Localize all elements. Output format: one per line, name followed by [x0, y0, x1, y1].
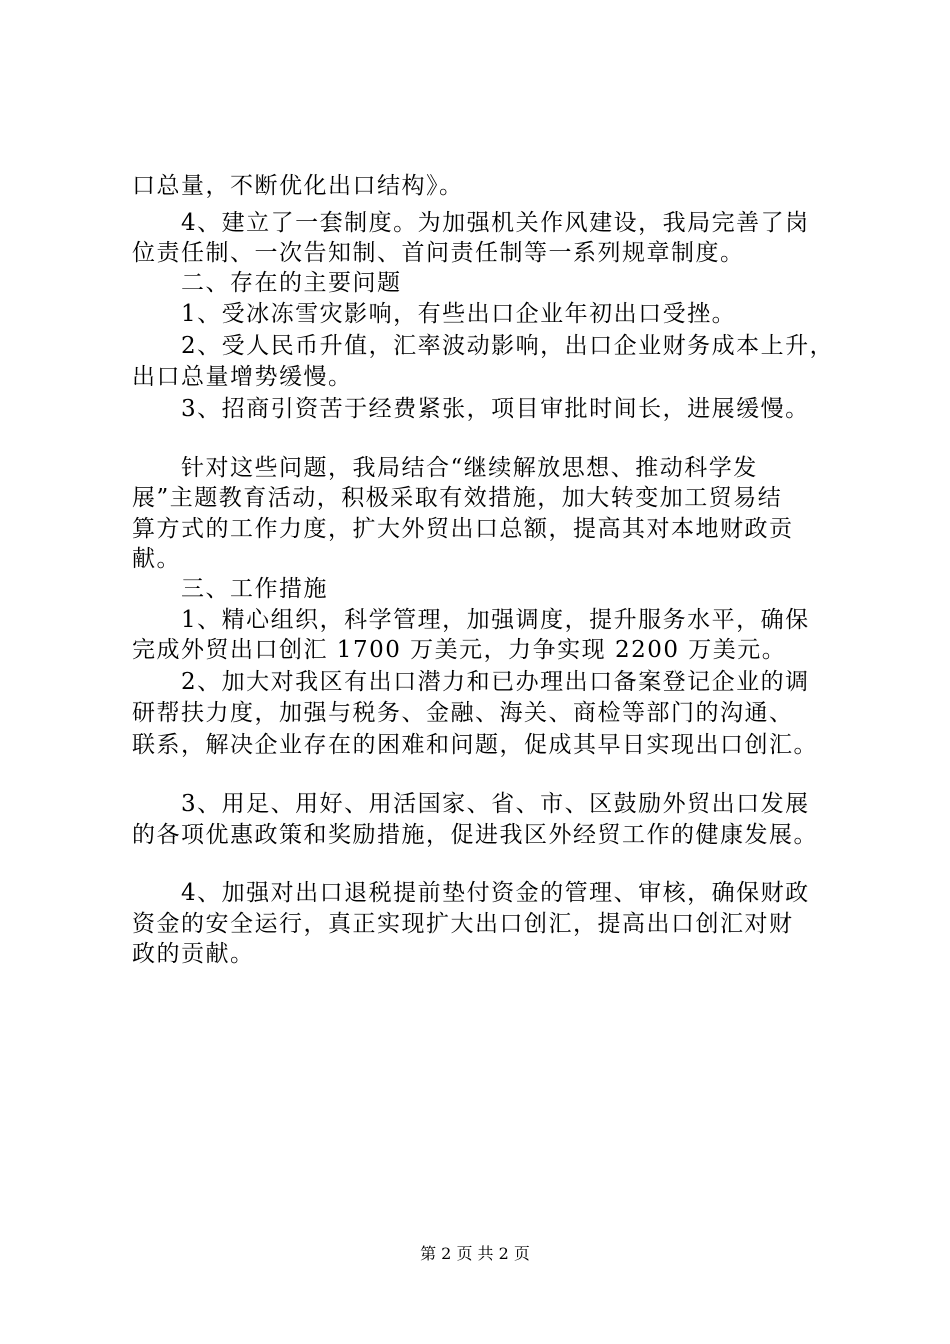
- body-text-line: 献。: [132, 546, 181, 572]
- body-text-line: 位责任制、一次告知制、首问责任制等一系列规章制度。: [132, 240, 745, 266]
- body-text-line: 4、建立了一套制度。为加强机关作风建设，我局完善了岗: [132, 210, 810, 236]
- body-text-line: 展”主题教育活动，积极采取有效措施，加大转变加工贸易结: [132, 485, 783, 511]
- body-text-line: 算方式的工作力度，扩大外贸出口总额，提高其对本地财政贡: [132, 516, 794, 542]
- body-text-line: 4、加强对出口退税提前垫付资金的管理、审核，确保财政: [132, 880, 810, 906]
- body-text-line: 资金的安全运行，真正实现扩大出口创汇，提高出口创汇对财: [132, 911, 794, 937]
- body-text-line: 政的贡献。: [132, 941, 255, 967]
- body-text-line: 3、招商引资苦于经费紧张，项目审批时间长，进展缓慢。: [132, 396, 810, 422]
- body-text-line: 3、用足、用好、用活国家、省、市、区鼓励外贸出口发展: [132, 791, 810, 817]
- body-text-line: 2、受人民币升值，汇率波动影响，出口企业财务成本上升，: [132, 333, 835, 359]
- section-heading: 二、存在的主要问题: [132, 270, 402, 296]
- body-text-line: 出口总量增势缓慢。: [132, 364, 353, 390]
- body-text-line: 联系，解决企业存在的困难和问题，促成其早日实现出口创汇。: [132, 732, 818, 758]
- body-text-line: 1、精心组织，科学管理，加强调度，提升服务水平，确保: [132, 607, 810, 633]
- body-text-line: 完成外贸出口创汇 1700 万美元，力争实现 2200 万美元。: [132, 637, 787, 663]
- page-number-footer: 第 2 页 共 2 页: [420, 1244, 530, 1263]
- body-text-line: 的各项优惠政策和奖励措施，促进我区外经贸工作的健康发展。: [132, 822, 818, 848]
- body-text-line: 研帮扶力度，加强与税务、金融、海关、商检等部门的沟通、: [132, 700, 794, 726]
- body-text-line: 针对这些问题，我局结合“继续解放思想、推动科学发: [132, 455, 758, 481]
- section-heading: 三、工作措施: [132, 576, 328, 602]
- body-text-line: 1、受冰冻雪灾影响，有些出口企业年初出口受挫。: [132, 301, 737, 327]
- body-text-line: 2、加大对我区有出口潜力和已办理出口备案登记企业的调: [132, 669, 810, 695]
- body-text-line: 口总量，不断优化出口结构》。: [132, 173, 464, 199]
